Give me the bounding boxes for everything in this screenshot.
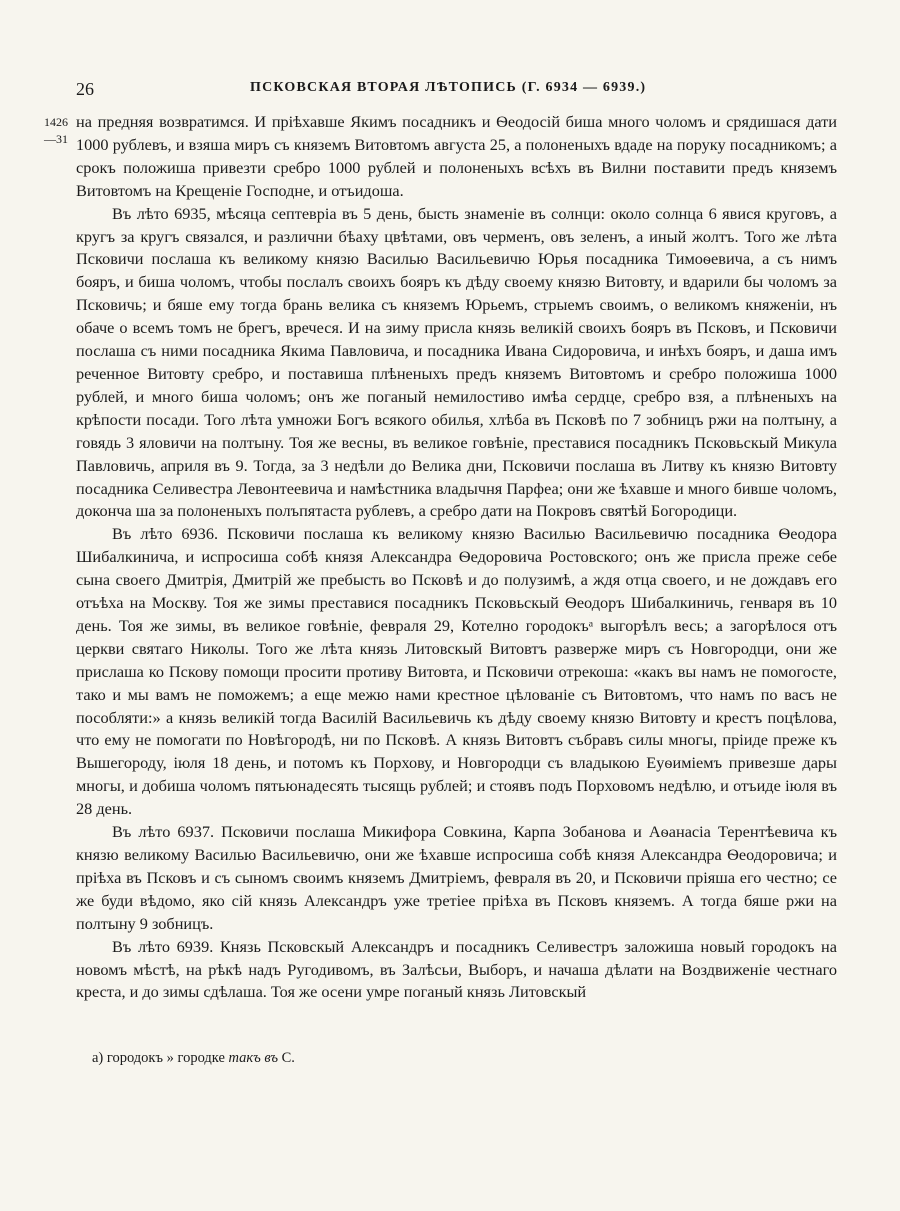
footnote-mark: » [166, 1050, 174, 1066]
page-number: 26 [76, 79, 94, 99]
footnote-word: городокъ [106, 1050, 163, 1066]
footnote-source: С. [281, 1050, 295, 1066]
footnote-variant: городке [177, 1050, 225, 1066]
body-text [76, 111, 837, 1004]
paragraph: на предняя возвратимся. И пріѣхавше Якимъ посадникъ и Ѳеодосій биша много чоломъ и срядишася дати 1000 рублевъ, и взяша миръ съ княземъ Витовтомъ августа 25, а полоненыхъ вдаде на поруку посадникомъ; а срокъ положиша привезти сребро 1000 рублей и полоненыхъ всѣхъ въ Вилни поставити предъ княземъ Витовтомъ на Крещеніе Господне, и отъидоша. [76, 112, 837, 200]
footnote [92, 1050, 295, 1067]
margin-year-range: —31 [44, 132, 68, 146]
paragraph: Въ лѣто 6937. Псковичи послаша Микифора Совкина, Карпа Зобанова и Аѳанасіа Терентѣевича къ князю великому Василью Васильевичю, они же ѣхавше испросиша собѣ князя Александра Ѳеодоровича; и пріѣха въ Псковъ и съ сыномъ своимъ княземъ Дмитріемъ, февраля въ 20, и Псковичи пріяша его честно; се же буди вѣдомо, яко сій князь Александръ уже третіее пріѣха въ Псковъ княземъ. А тогда бяше ржи на полтыну 9 зобницъ. [76, 822, 837, 933]
footnote-note: такъ въ [228, 1050, 278, 1066]
paragraph: Въ лѣто 6939. Князь Псковскый Александръ и посадникъ Селивестръ заложиша новый городокъ на новомъ мѣстѣ, на рѣкѣ надъ Ругодивомъ, въ Залѣсьи, Выборъ, и начаша дѣлати на Воздвиженіе честнаго креста, и до зимы сдѣлаша. Тоя же осени умре поганый князь Литовскый [76, 936, 837, 1002]
paragraph: Въ лѣто 6936. Псковичи послаша къ великому князю Василью Васильевичю посадника Ѳеодора Шибалкинича, и испросиша собѣ князя Александра Ѳедоровича Ростовского; онъ же присла преже себе сына своего Дмитрія, Дмитрій же пребысть во Псковѣ и до полузимѣ, а ждя отца своего, и не дождавъ его отъѣха на Москву. Тоя же зимы преставися посадникъ Псковьскый Ѳеодоръ Шибалкиничь, генваря въ 10 день. Тоя же зимы, въ великое говѣніе, февраля 29, Котелно городокъᵃ выгорѣлъ весь; а загорѣлося отъ церкви святаго Николы. Того же лѣта князь Литовскый Витовтъ разверже миръ съ Новгородци, они же прислаша ко Пскову помощи просити противу Витовта, и Псковичи отрекоша: «какъ вы намъ не помогосте, тако и мы вамъ не поможемъ; а еще межю нами крестное цѣлованіе съ Витовтомъ, что намъ по васъ не пособляти:» а князь великій тогда Василій Васильевичь къ дѣду своему князю Витовту и крестъ поцѣлова, что ему не помогати по Новѣгородѣ, ни по Псковѣ. А князь Витовтъ събравъ силы многы, прiиде преже къ Вышегороду, іюля 18 день, и потомъ къ Порхову, и Новгородци съ владыкою Еуѳиміемъ привезше дары многы, и добиша чоломъ пятьюнадесять тысящь рублей; и стоявъ подъ Порховомъ недѣлю, и отъиде іюля въ 28 день. [76, 524, 837, 819]
paragraph: Въ лѣто 6935, мѣсяца септевріа въ 5 день, бысть знаменіе въ солнци: около солнца 6 явися круговъ, а кругъ за кругъ связался, и различни бѣаху цвѣтами, овъ черменъ, овъ зеленъ, а иный жолтъ. Того же лѣта Псковичи послаша къ великому князю Василью Васильевичю Юрья посадника Тимоѳевича, а съ нимъ бояръ, и биша чоломъ, чтобы послалъ своихъ бояръ къ дѣду своему князю Витовту, и вдарили бы чоломъ за Псковичь; и бяше ему тогда брань велика съ княземъ Юрьемъ, стрыемъ своимъ, о великомъ княженіи, нъ обаче о всемъ томъ не брегъ, вречеся. И на зиму присла князь великій своихъ бояръ въ Псковъ, и Псковичи послаша съ ними посадника Якима Павловича, и посадника Ивана Сидоровича, и инѣхъ бояръ, и даша имъ реченное Витовту сребро, и поставиша плѣненыхъ предъ княземъ Витовтомъ и сребро положиша 1000 рублей, и много биша чоломъ; онъ же поганый немилостиво имѣа сердце, сребро взя, а плѣненыхъ на крѣпости посади. Того лѣта умножи Богъ всякого обилья, хлѣба въ Псковѣ по 7 зобницъ ржи на полтыну, а говядь 3 яловичи на полтыну. Тоя же весны, въ великое говѣніе, преставися посадникъ Псковьскый Микула Павловичь, априля въ 9. Тогда, за 3 недѣли до Велика дни, Псковичи послаша въ Литву къ князю Витовту посадника Селивестра Левонтеевича и намѣстника владычня Парфеа; они же ѣхавше и много бивше чоломъ, доконча ша за полоненыхъ полъпятаста рублевъ, а сребро дати на Покровъ святѣй Богородици. [76, 203, 837, 521]
margin-year-start: 1426 [44, 115, 68, 129]
footnote-marker: а) [92, 1050, 104, 1066]
running-title: ПСКОВСКАЯ ВТОРАЯ ЛѢТОПИСЬ (Г. 6934 — 6939.) [250, 80, 647, 95]
